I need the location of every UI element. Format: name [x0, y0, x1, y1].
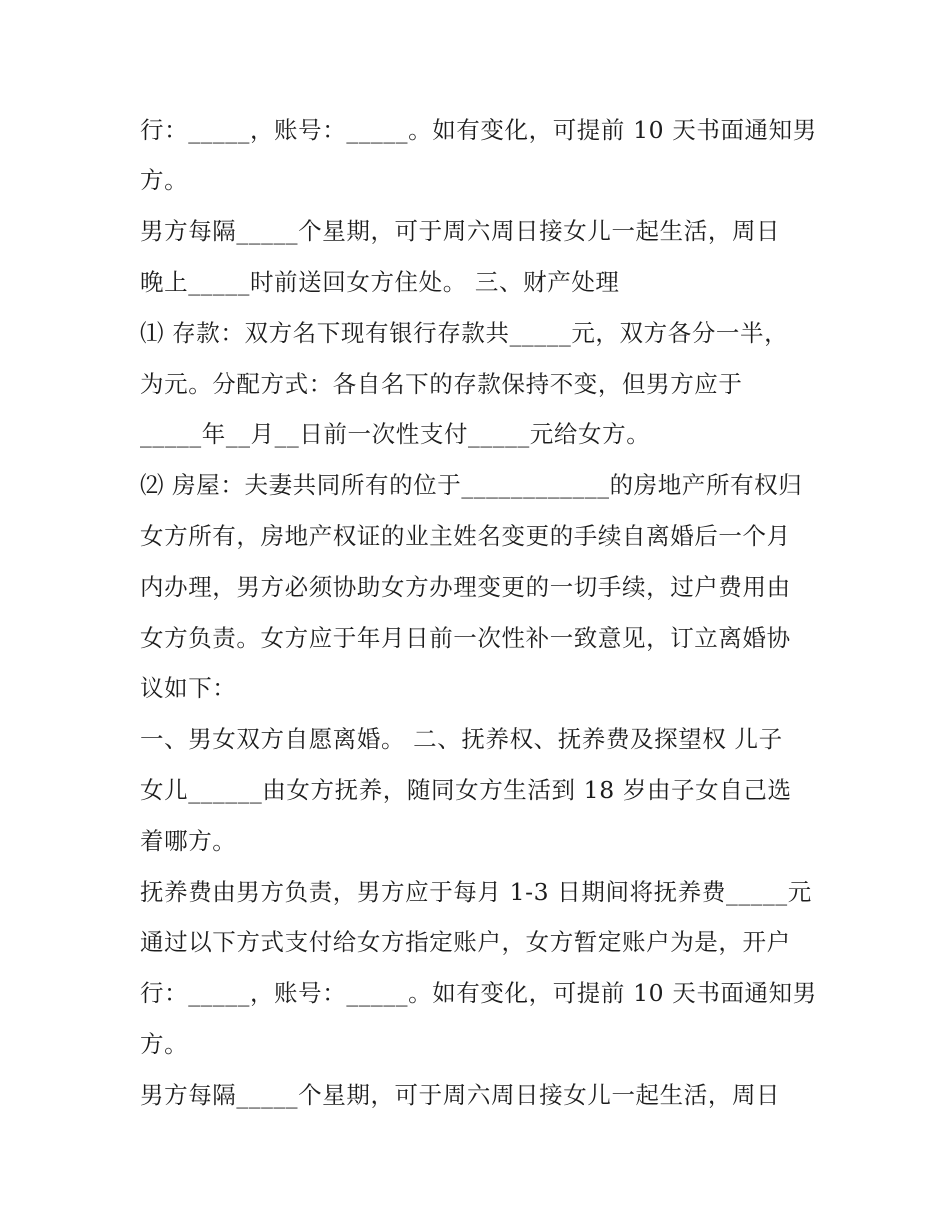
text-line: 一、男女双方自愿离婚。 二、抚养权、抚养费及探望权 儿子 — [140, 725, 783, 753]
text-line: 女方负责。女方应于年月日前一次性补一致意见，订立离婚协 — [140, 624, 791, 652]
text-line: 女儿______由女方抚养，随同女方生活到 18 岁由子女自己选 — [140, 776, 792, 804]
text-line: 男方每隔_____个星期，可于周六周日接女儿一起生活，周日 — [140, 217, 781, 245]
text-line: 晚上_____时前送回女方住处。 三、财产处理 — [140, 268, 620, 296]
text-line: 行：_____，账号：_____。如有变化，可提前 10 天书面通知男 — [140, 979, 817, 1007]
text-line: 着哪方。 — [140, 827, 237, 855]
text-line: 女方所有，房地产权证的业主姓名变更的手续自离婚后一个月 — [140, 522, 791, 550]
text-line: 抚养费由男方负责，男方应于每月 1-3 日期间将抚养费_____元 — [140, 878, 812, 906]
text-line: 为元。分配方式：各自名下的存款保持不变，但男方应于 — [140, 370, 743, 398]
text-line: 方。 — [140, 166, 189, 194]
text-line: _____年__月__日前一次性支付_____元给女方。 — [140, 420, 651, 448]
text-line: 内办理，男方必须协助女方办理变更的一切手续，过户费用由 — [140, 573, 791, 601]
text-line: 通过以下方式支付给女方指定账户，女方暂定账户为是，开户 — [140, 928, 791, 956]
text-line: 方。 — [140, 1030, 189, 1058]
text-line: 议如下： — [140, 674, 237, 702]
text-line: 男方每隔_____个星期，可于周六周日接女儿一起生活，周日 — [140, 1081, 781, 1109]
text-line: ⑴ 存款：双方名下现有银行存款共_____元，双方各分一半， — [140, 319, 789, 347]
text-line: 行：_____，账号：_____。如有变化，可提前 10 天书面通知男 — [140, 116, 817, 144]
text-line: ⑵ 房屋：夫妻共同所有的位于____________的房地产所有权归 — [140, 471, 803, 499]
